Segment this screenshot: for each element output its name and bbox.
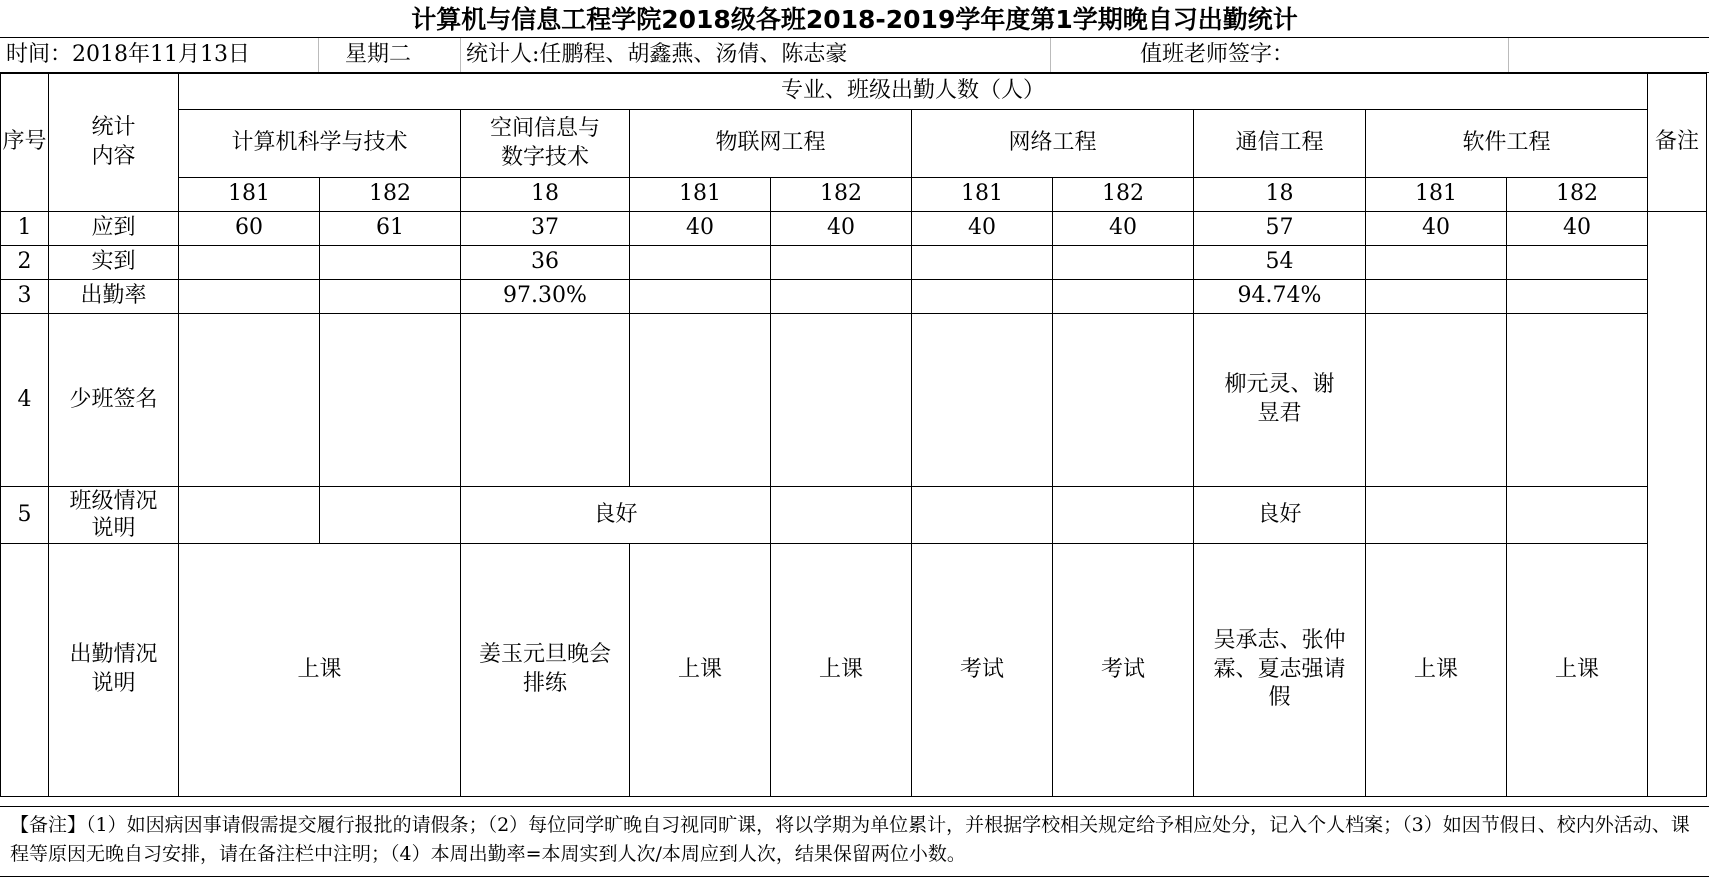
table-cell: 良好: [461, 487, 771, 544]
row-label: 班级情况 说明: [49, 487, 179, 544]
header-seq: 序号: [1, 74, 49, 212]
class-header: 181: [912, 178, 1053, 212]
table-cell: [1053, 487, 1194, 544]
table-cell: [912, 280, 1053, 314]
table-cell: 40: [912, 212, 1053, 246]
table-cell: [1053, 314, 1194, 487]
table-cell: [320, 487, 461, 544]
remark-cell: [1648, 212, 1707, 797]
table-cell: [1507, 246, 1648, 280]
table-cell: 考试: [1053, 544, 1194, 797]
table-cell: [320, 314, 461, 487]
row-number: 3: [1, 280, 49, 314]
table-cell: 36: [461, 246, 630, 280]
table-cell: [179, 487, 320, 544]
table-row: [1, 544, 1707, 797]
table-cell: 40: [1053, 212, 1194, 246]
row-label: 应到: [49, 212, 179, 246]
table-cell: 57: [1194, 212, 1366, 246]
table-cell: 60: [179, 212, 320, 246]
row-number: 1: [1, 212, 49, 246]
row-label: 少班签名: [49, 314, 179, 487]
table-cell: [912, 246, 1053, 280]
class-header: 182: [1053, 178, 1194, 212]
class-header: 181: [1366, 178, 1507, 212]
table-cell: 上课: [630, 544, 771, 797]
table-row: [1, 212, 1707, 246]
table-cell: [1366, 487, 1507, 544]
table-cell: 考试: [912, 544, 1053, 797]
major-header: 软件工程: [1366, 110, 1648, 178]
class-header: 182: [1507, 178, 1648, 212]
table-cell: 吴承志、张仲 霖、夏志强请 假: [1194, 544, 1366, 797]
class-header: 18: [1194, 178, 1366, 212]
table-row: [1, 314, 1707, 487]
info-bar: [0, 37, 1709, 73]
table-cell: 良好: [1194, 487, 1366, 544]
table-cell: 54: [1194, 246, 1366, 280]
statistician-text: 统计人:任鹏程、胡鑫燕、汤倩、陈志豪: [466, 42, 848, 67]
table-cell: [320, 246, 461, 280]
teacher-sign-label: 值班老师签字：: [1140, 42, 1295, 67]
class-header: 181: [630, 178, 771, 212]
major-header: 空间信息与 数字技术: [461, 110, 630, 178]
table-cell: [1507, 314, 1648, 487]
table-cell: [771, 280, 912, 314]
table-cell: [179, 280, 320, 314]
table-cell: 上课: [1507, 544, 1648, 797]
class-header: 18: [461, 178, 630, 212]
table-cell: [1053, 280, 1194, 314]
table-cell: [1053, 246, 1194, 280]
table-row: [1, 280, 1707, 314]
table-cell: 40: [1507, 212, 1648, 246]
table-cell: 上课: [179, 544, 461, 797]
table-cell: 姜玉元旦晚会 排练: [461, 544, 630, 797]
class-header: 182: [771, 178, 912, 212]
table-cell: [912, 487, 1053, 544]
table-cell: [1366, 246, 1507, 280]
footer-note: 【备注】（1）如因病因事请假需提交履行报批的请假条；（2）每位同学旷晚自习视同旷课，将以学期为单位累计，并根据学校相关规定给予相应处分，记入个人档案；（3）如因节假日、校内外活动、课程等原因无晚自习安排，请在备注栏中注明；（4）本周出勤率=本周实到人次/本周应到人次，结果保留两位小数。: [0, 806, 1709, 877]
table-cell: [461, 314, 630, 487]
attendance-table: [0, 73, 1707, 797]
table-cell: 40: [1366, 212, 1507, 246]
row-label: 出勤情况 说明: [49, 544, 179, 797]
table-cell: 上课: [1366, 544, 1507, 797]
table-cell: [179, 314, 320, 487]
class-header: 182: [320, 178, 461, 212]
table-row: [1, 487, 1707, 544]
table-cell: [1366, 280, 1507, 314]
table-cell: [912, 314, 1053, 487]
major-header: 网络工程: [912, 110, 1194, 178]
header-group: 专业、班级出勤人数（人）: [179, 74, 1648, 110]
table-cell: [1507, 280, 1648, 314]
table-row: [1, 246, 1707, 280]
table-cell: 94.74%: [1194, 280, 1366, 314]
table-cell: [630, 246, 771, 280]
table-cell: [1507, 487, 1648, 544]
table-cell: 上课: [771, 544, 912, 797]
row-number: [1, 544, 49, 797]
table-cell: 40: [771, 212, 912, 246]
row-number: 4: [1, 314, 49, 487]
table-cell: [771, 487, 912, 544]
table-cell: [179, 246, 320, 280]
table-cell: [630, 280, 771, 314]
major-header: 通信工程: [1194, 110, 1366, 178]
table-cell: [771, 314, 912, 487]
date-text: 时间：2018年11月13日: [6, 42, 250, 67]
header-content: 统计 内容: [49, 74, 179, 212]
row-label: 实到: [49, 246, 179, 280]
major-header: 物联网工程: [630, 110, 912, 178]
major-header: 计算机科学与技术: [179, 110, 461, 178]
table-cell: [630, 314, 771, 487]
row-number: 5: [1, 487, 49, 544]
table-cell: 37: [461, 212, 630, 246]
class-header: 181: [179, 178, 320, 212]
table-cell: [320, 280, 461, 314]
weekday-text: 星期二: [345, 42, 412, 67]
signature-cell: 柳元灵、谢 昱君: [1194, 314, 1366, 487]
row-label: 出勤率: [49, 280, 179, 314]
table-cell: [1366, 314, 1507, 487]
header-remark: 备注: [1648, 74, 1707, 212]
table-cell: 97.30%: [461, 280, 630, 314]
page-title: 计算机与信息工程学院2018级各班2018-2019学年度第1学期晚自习出勤统计: [411, 5, 1298, 34]
table-cell: 40: [630, 212, 771, 246]
table-cell: [771, 246, 912, 280]
table-cell: 61: [320, 212, 461, 246]
row-number: 2: [1, 246, 49, 280]
